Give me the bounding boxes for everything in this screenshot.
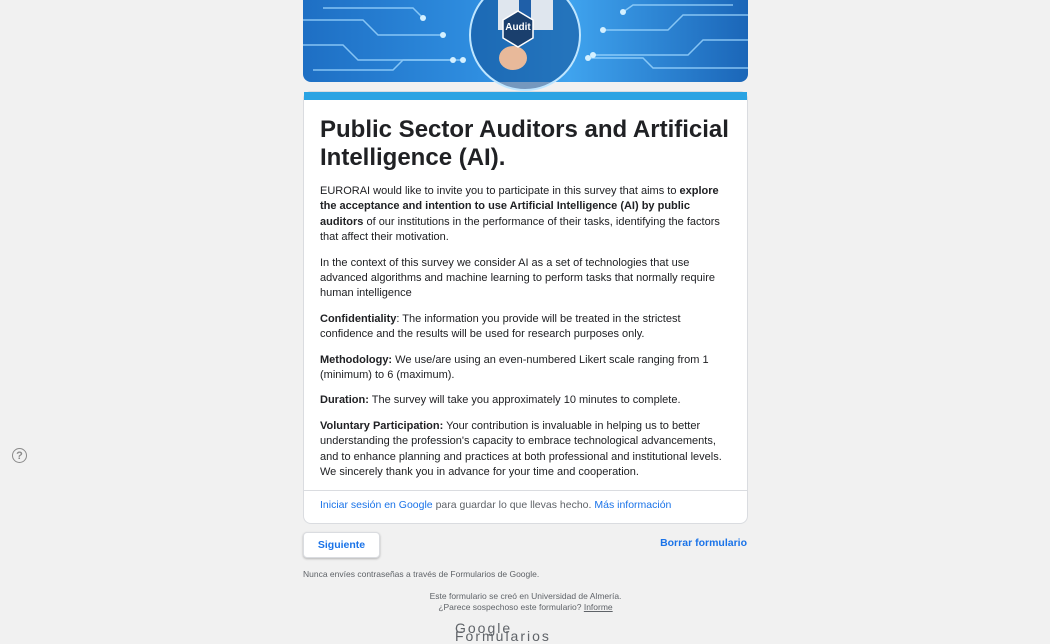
form-accent-bar	[304, 92, 747, 100]
section-label: Voluntary Participation:	[320, 419, 444, 432]
report-link[interactable]: Informe	[583, 602, 613, 612]
google-forms-logo: Google Formularios	[455, 620, 551, 644]
intro-paragraph	[320, 184, 731, 246]
signin-notice	[304, 490, 747, 524]
intro-text-end: of our institutions in the performance of their tasks, identifying the factors that affect their motivation.	[320, 215, 720, 244]
section-label: Duration:	[320, 394, 369, 407]
context-paragraph: In the context of this survey we consider AI as a set of technologies that use advanced algorithms and machine learning to perform tasks that normally require human intelligence	[320, 256, 715, 300]
intro-text: EURORAI would like to invite you to participate in this survey that aims to	[320, 185, 680, 197]
section-text: We use/are using an even-numbered Likert scale ranging from 1 (minimum) to 6 (maximum).	[320, 353, 709, 382]
clear-form-button[interactable]: Borrar formulario	[660, 537, 747, 549]
duration-paragraph	[320, 393, 731, 408]
next-button[interactable]: Siguiente	[303, 532, 380, 558]
form-footer	[303, 591, 748, 613]
confidentiality-paragraph	[320, 312, 731, 343]
section-label: Confidentiality	[320, 312, 397, 325]
help-circle-icon[interactable]: ?	[12, 448, 27, 463]
section-label: Methodology:	[320, 353, 393, 366]
suspicious-text: ¿Parece sospechoso este formulario?	[438, 602, 584, 612]
password-warning: Nunca envíes contraseñas a través de Formularios de Google.	[303, 569, 540, 579]
section-text: Your contribution is invaluable in helping us to better understanding the profession's capacity to embrace technological advancements, and to enhance planning and practices at both professional and institutional levels. We sincerely thank you in advance for your time and cooperation.	[320, 419, 722, 479]
google-signin-link[interactable]: Iniciar sesión en Google	[320, 499, 433, 511]
section-text: The survey will take you approximately 10 minutes to complete.	[368, 394, 681, 407]
signin-text: para guardar lo que llevas hecho.	[432, 499, 595, 511]
header-banner-image	[303, 0, 748, 82]
form-title: Public Sector Auditors and Artificial Intelligence (AI).	[320, 116, 729, 171]
intro-bold-text: explore the acceptance and intention to use Artificial Intelligence (AI) by public auditors	[320, 185, 719, 228]
more-info-link[interactable]: Más información	[594, 499, 672, 511]
methodology-paragraph	[320, 353, 731, 384]
voluntary-participation-paragraph	[320, 419, 731, 481]
form-description-card	[303, 91, 748, 524]
audit-badge-text: Audit	[505, 22, 531, 33]
creator-note: Este formulario se creó en Universidad de Almería.	[429, 591, 622, 601]
report-line	[303, 602, 748, 613]
section-text: : The information you provide will be treated in the strictest confidence and the results will be used for research purposes only.	[320, 312, 681, 341]
